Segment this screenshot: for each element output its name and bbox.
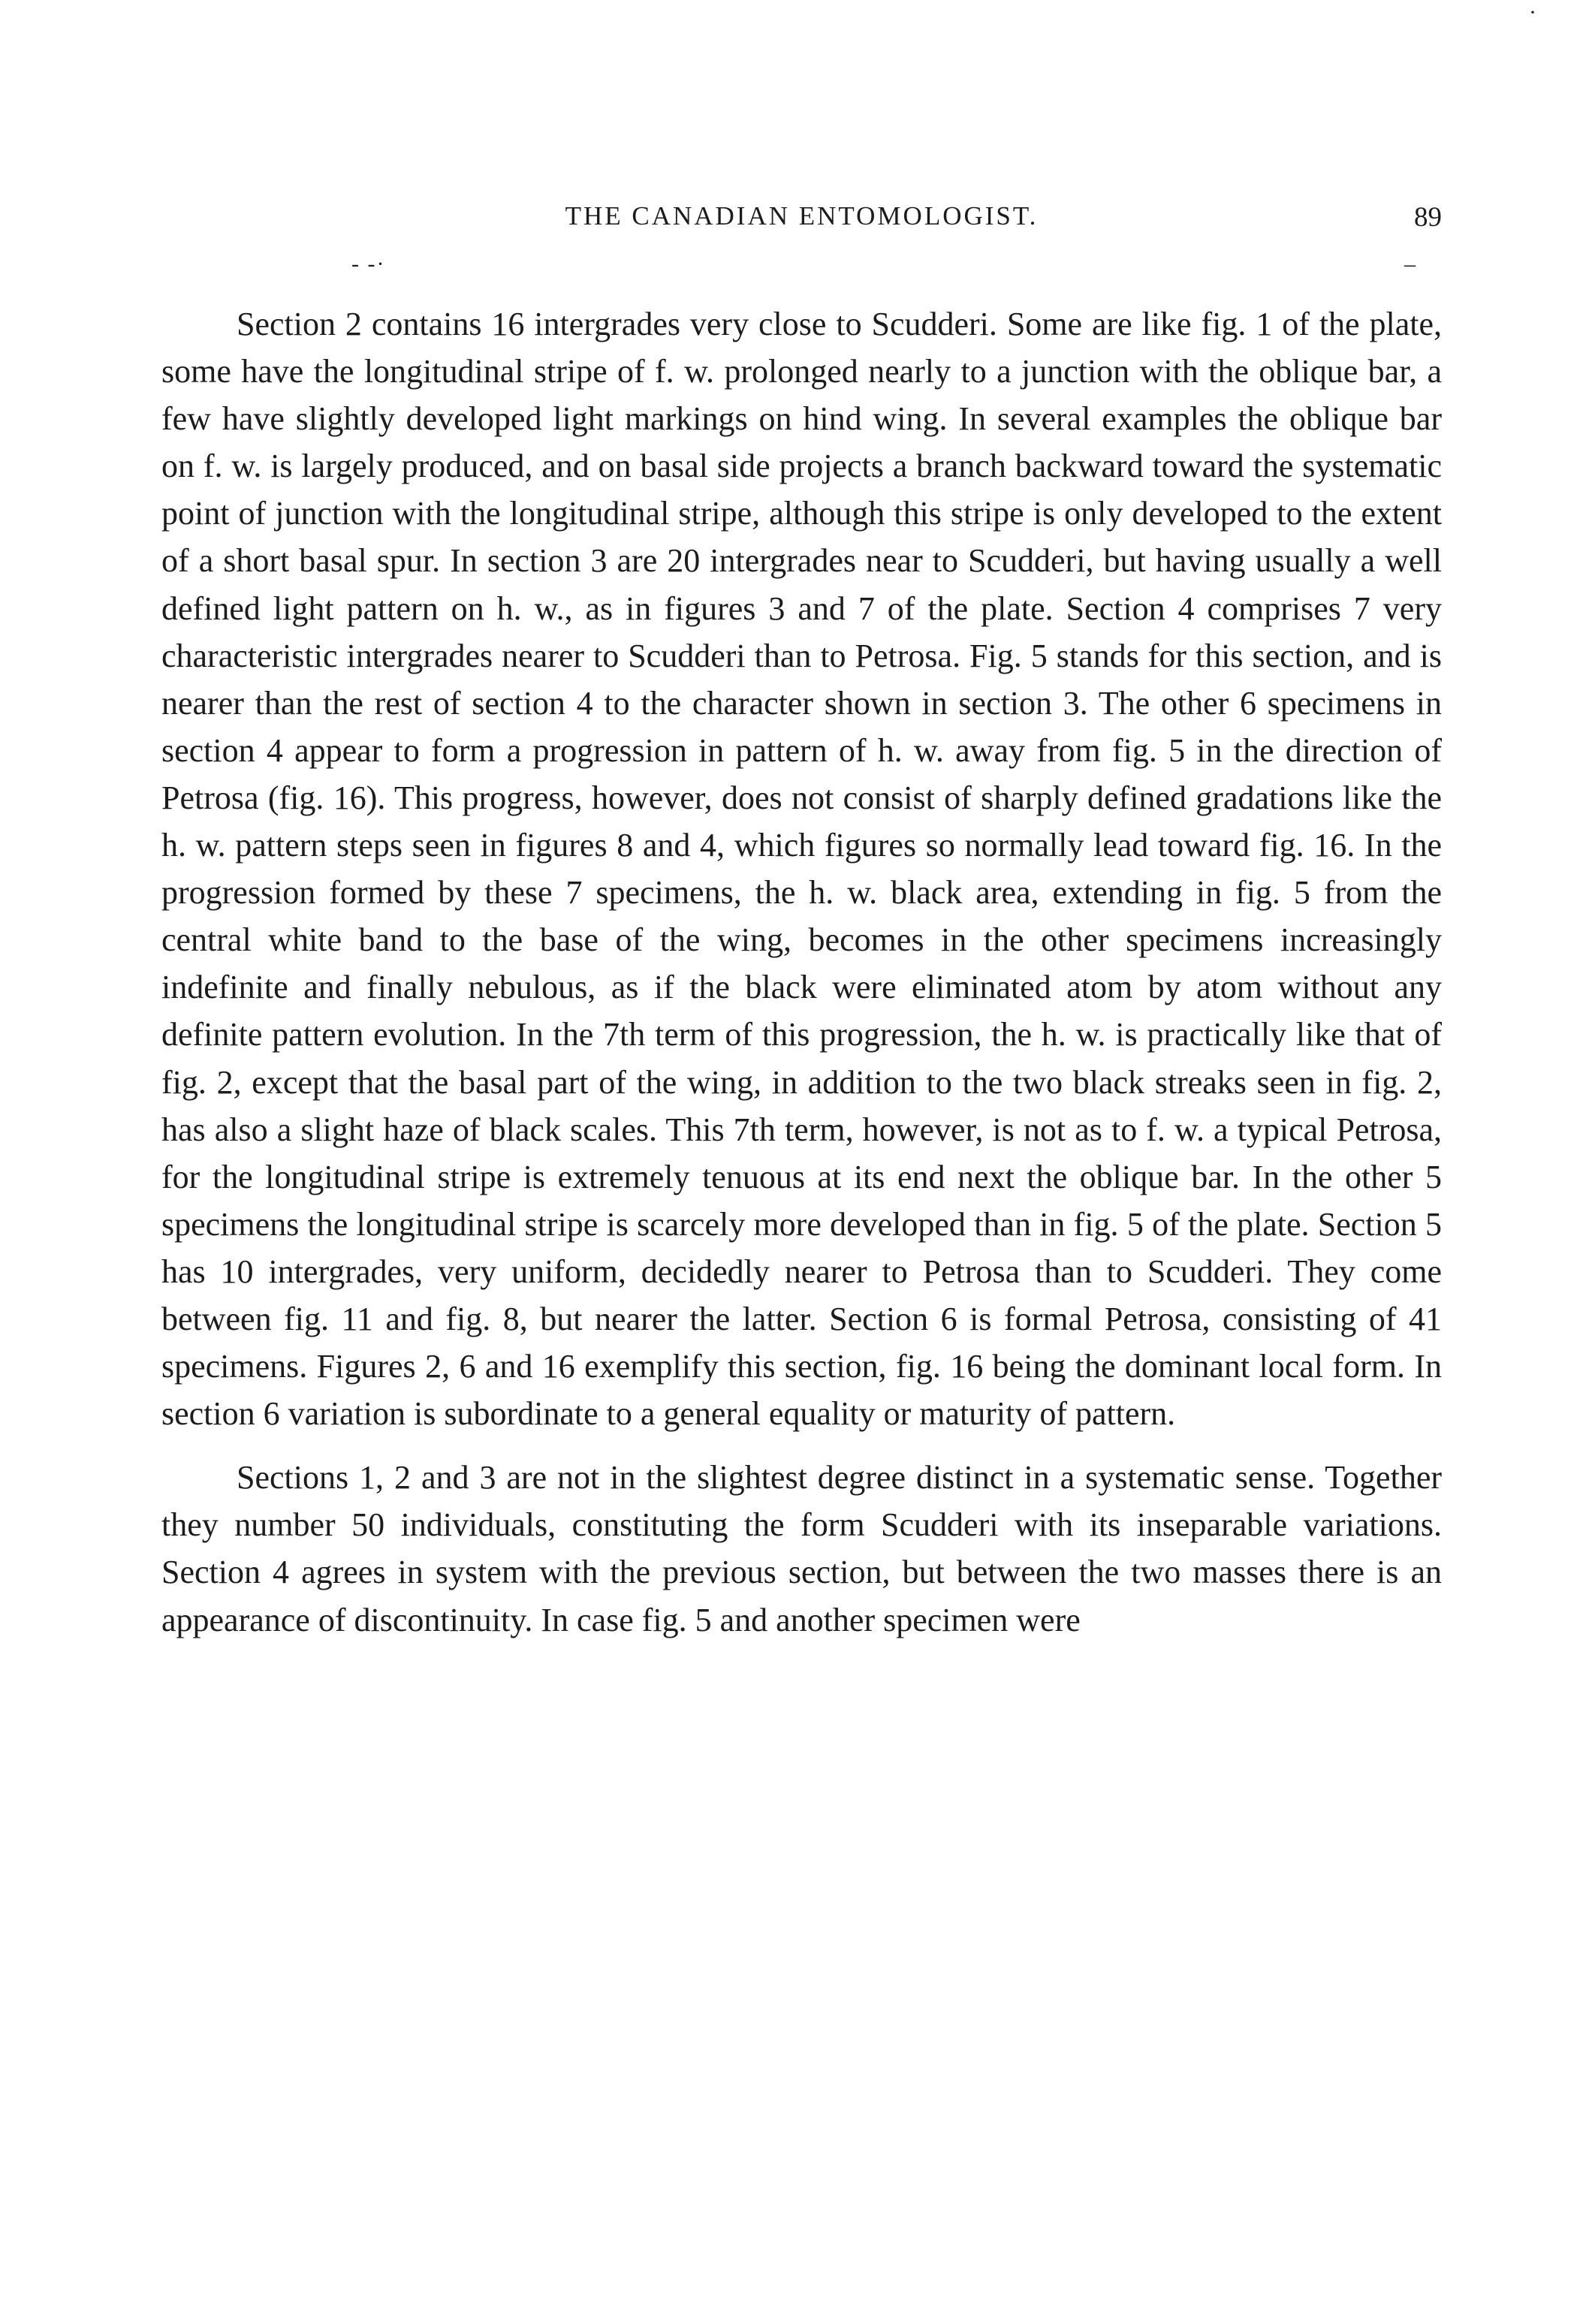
print-mark-right: – [1404,252,1416,276]
running-header [161,201,1442,239]
print-mark-left: - -· [351,252,386,276]
paragraph-1: Section 2 contains 16 intergrades very close to Scudderi. Some are like fig. 1 of the plate, some have the longitudinal stripe of f. w. prolonged nearly to a junction with the oblique bar, a few have slightly developed light markings on hind wing. In several examples the oblique bar on f. w. is largely produced, and on basal side projects a branch backward toward the systematic point of junction with the longitudinal stripe, although this stripe is only developed to the extent of a short basal spur. In section 3 are 20 intergrades near to Scudderi, but having usually a well defined light pattern on h. w., as in figures 3 and 7 of the plate. Section 4 comprises 7 very characteristic intergrades nearer to Scudderi than to Petrosa. Fig. 5 stands for this section, and is nearer than the rest of section 4 to the character shown in section 3. The other 6 specimens in section 4 appear to form a progression in pattern of h. w. away from fig. 5 in the direction of Petrosa (fig. 16). This progress, however, does not consist of sharply defined gradations like the h. w. pattern steps seen in figures 8 and 4, which figures so normally lead toward fig. 16. In the progression formed by these 7 specimens, the h. w. black area, extending in fig. 5 from the central white band to the base of the wing, becomes in the other specimens increasingly indefinite and finally nebulous, as if the black were eliminated atom by atom without any definite pattern evolution. In the 7th term of this progression, the h. w. is practically like that of fig. 2, except that the basal part of the wing, in addition to the two black streaks seen in fig. 2, has also a slight haze of black scales. This 7th term, however, is not as to f. w. a typical Petrosa, for the longitudinal stripe is extremely tenuous at its end next the oblique bar. In the other 5 specimens the longitudinal stripe is scarcely more developed than in fig. 5 of the plate. Section 5 has 10 intergrades, very uniform, decidedly nearer to Petrosa than to Scudderi. They come between fig. 11 and fig. 8, but nearer the latter. Section 6 is formal Petrosa, consisting of 41 specimens. Figures 2, 6 and 16 exemplify this section, fig. 16 being the dominant local form. In section 6 variation is subordinate to a general equality or maturity of pattern. [161,306,1442,1433]
journal-title: THE CANADIAN ENTOMOLOGIST. [565,201,1039,231]
page-number: 89 [1414,202,1442,233]
print-mark-corner: · [1529,0,1536,25]
paragraph-2: Sections 1, 2 and 3 are not in the slightest degree distinct in a systematic sense. Together they number 50 individuals, constituting the form Scudderi with its inseparable variations. Section 4 agrees in system with the previous section, but between the two masses there is an appearance of discontinuity. In case fig. 5 and another specimen were [161,1459,1442,1638]
body-text [161,300,1442,1644]
